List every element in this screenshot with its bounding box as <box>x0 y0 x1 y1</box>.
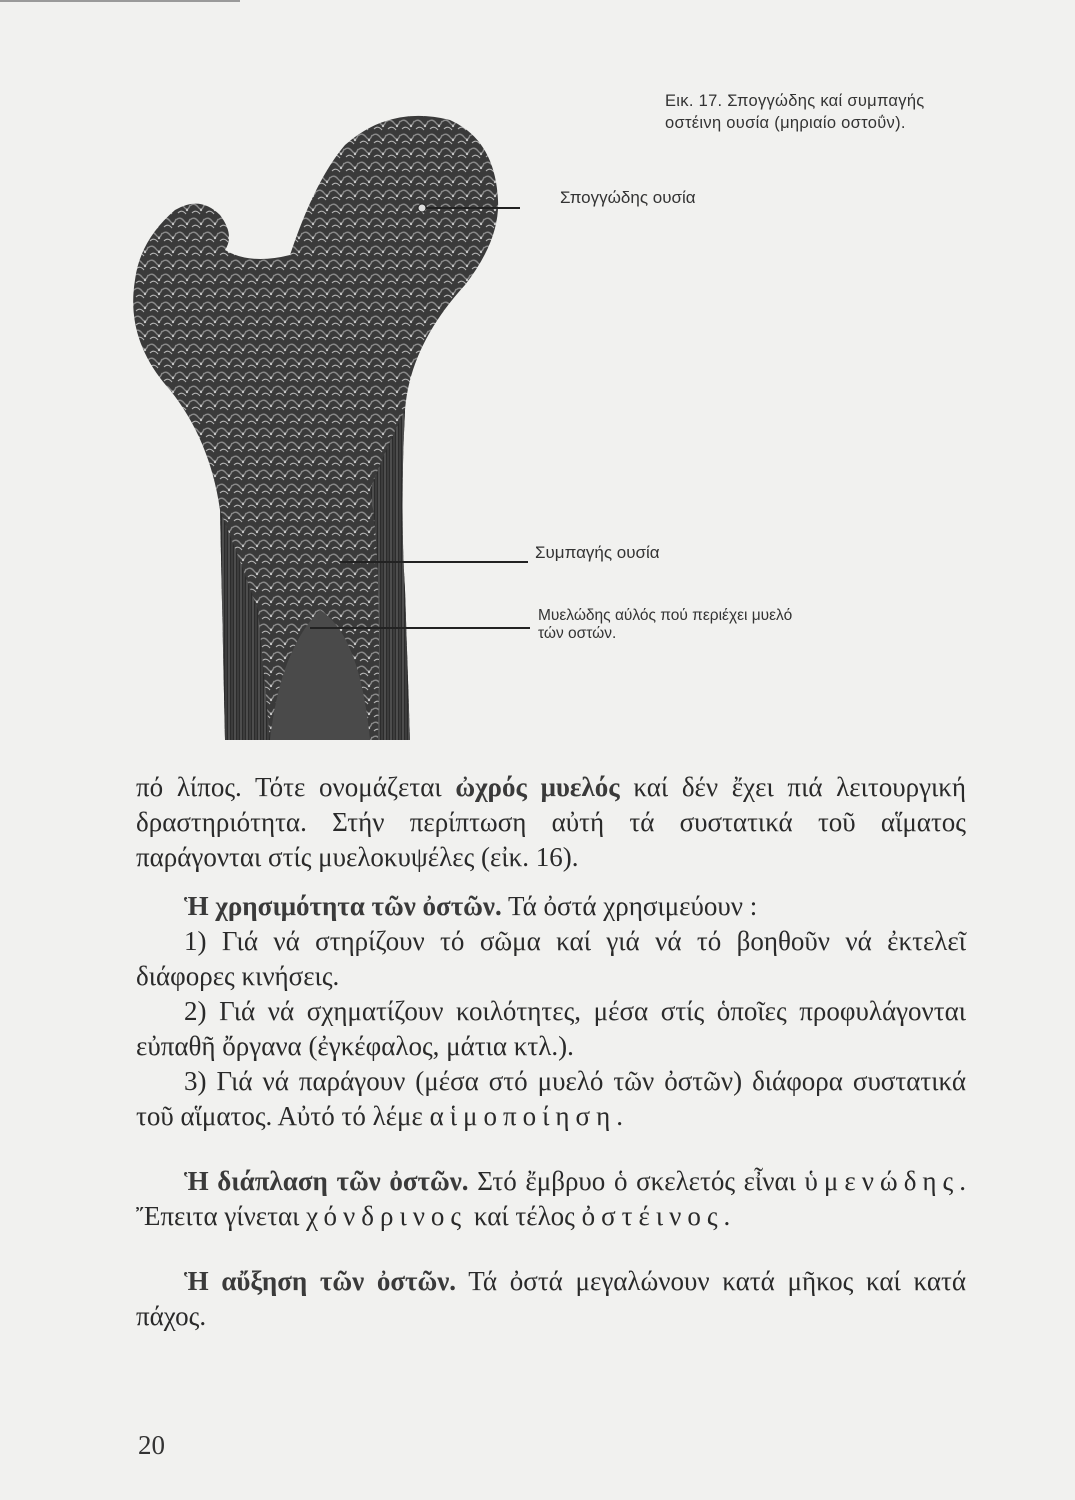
term-yellow-marrow: ὠχρός μυελός <box>455 772 620 802</box>
figure-femur <box>120 90 1020 740</box>
term-hematopoiesis: αἱμοποίηση <box>429 1101 617 1131</box>
paragraph-growth <box>136 1264 966 1334</box>
heading-growth: Ἡ αὔξηση τῶν ὀστῶν. <box>184 1266 457 1296</box>
text-span: Τά ὀστά χρησιμεύουν : <box>501 891 758 921</box>
page-number: 20 <box>138 1430 165 1460</box>
label-medullary-cavity: Μυελώδης αύλός πού περιέχει μυελό τών οστών. <box>538 607 793 642</box>
text-span: . <box>723 1201 731 1231</box>
label-compact-substance: Συμπαγής ουσία <box>535 543 660 562</box>
term-osseous: ὀστέινος <box>581 1201 724 1231</box>
heading-usefulness: Ἡ χρησιμότητα τῶν ὀστῶν. <box>184 891 502 921</box>
paragraph-fat-marrow <box>136 770 966 875</box>
label-spongy-substance: Σπογγώδης ουσία <box>560 188 696 207</box>
list-item-2: 2) Γιά νά σχηματίζουν κοιλότητες, μέσα στίς ὁποῖες προφυλάγονται εὐπαθῆ ὄργανα (ἐγκέφαλος, μάτια κτλ.). <box>136 996 966 1061</box>
body-text <box>136 770 966 1334</box>
text-span: Τά ὀστά μεγαλώνουν κατά μῆκος καί κατά πάχος. <box>136 1266 966 1331</box>
heading-formation: Ἡ διάπλαση τῶν ὀστῶν. <box>184 1166 469 1196</box>
paragraph-usefulness <box>136 889 966 924</box>
paragraph-formation <box>136 1164 966 1234</box>
text-span: . Ἔπειτα γίνεται <box>136 1166 966 1231</box>
text-span: Στό ἔμβρυο ὁ σκελετός εἶναι <box>468 1166 805 1196</box>
figure-caption: Εικ. 17. Σπογγώδης καί συμπαγής οστέινη ουσία (μηριαίο οστοΰν). <box>665 92 925 132</box>
text-span: 3) Γιά νά παράγουν (μέσα στό μυελό τῶν ὀστῶν) διάφορα συστατικά τοῦ αἵματος. Αὐτό τό λέμε <box>136 1066 966 1131</box>
list-item-1: 1) Γιά νά στηρίζουν τό σῶμα καί γιά νά τό βοηθοῦν νά ἐκτελεῖ διάφορες κινήσεις. <box>136 926 966 991</box>
text-span: . <box>616 1101 623 1131</box>
list-item-3 <box>136 1064 966 1134</box>
text-span: καί τέλος <box>467 1201 582 1231</box>
text-span: πό λίπος. Τότε ονομάζεται <box>136 772 456 802</box>
top-rule <box>0 0 240 2</box>
text-span: καί δέν ἔχει πιά λειτουργική δραστηριότητα. Στήν περίπτωση αὐτή τά συστατικά τοῦ αἵματος παράγονται στίς μυελοκυψέλες (εἰκ. 16). <box>136 772 966 872</box>
term-cartilaginous: χόνδρινος <box>306 1201 468 1231</box>
term-membranous: ὑμενώδης <box>804 1166 960 1196</box>
